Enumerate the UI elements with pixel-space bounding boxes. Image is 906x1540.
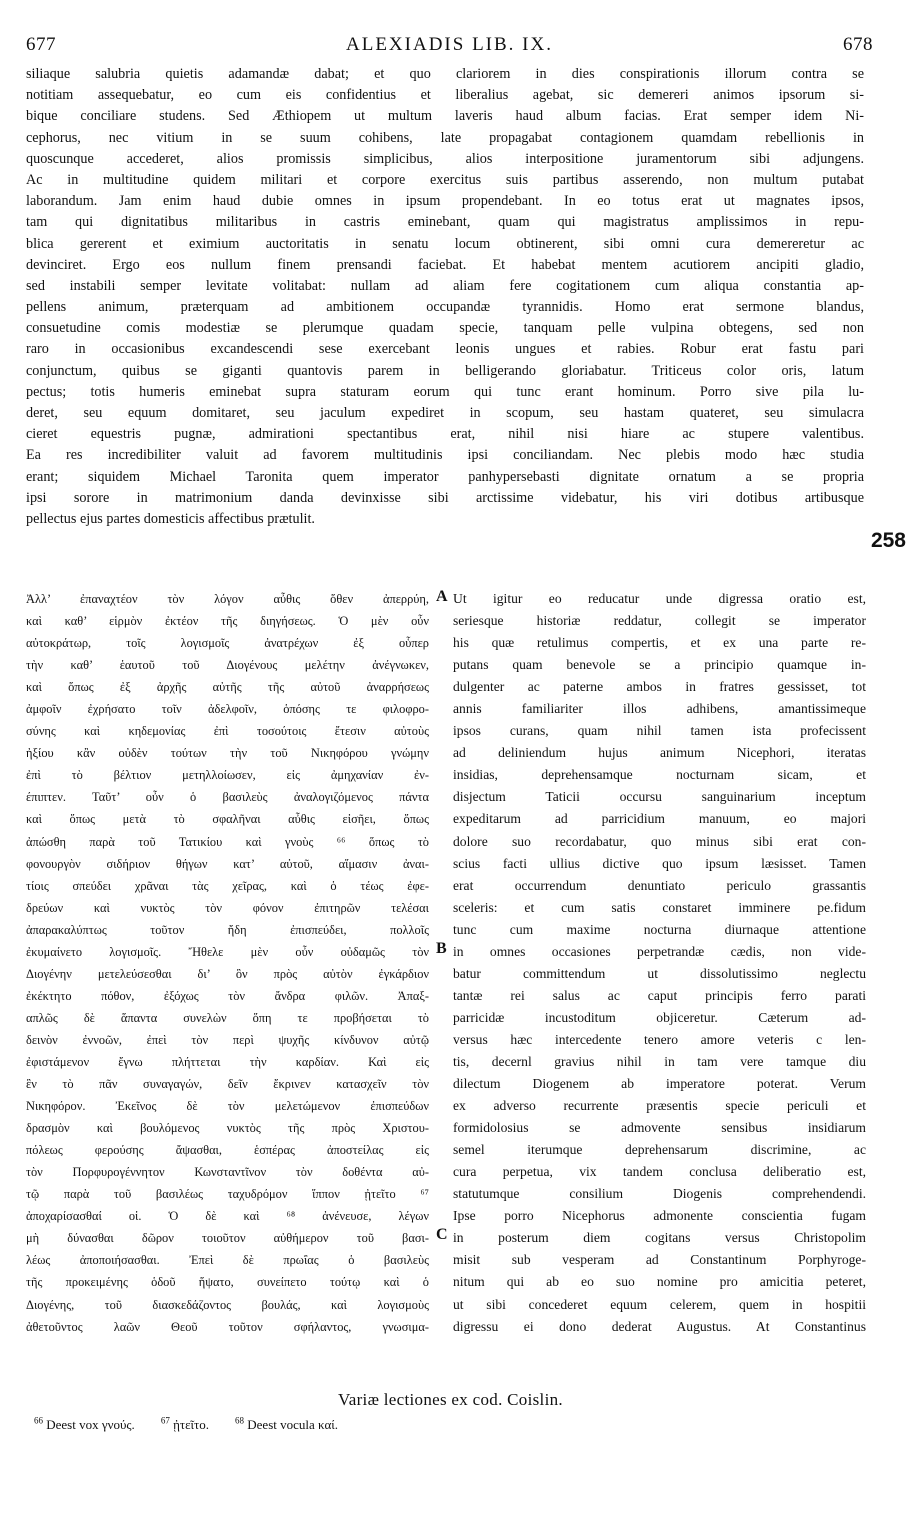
text-line: ipsi sorore in matrimonium danda devinxisse sibi arctissime videbatur, his viri dotibus artibusque [26, 489, 864, 506]
greek-line: ἠξίου κἂν οὐδὲν τούτων τὴν τοῦ Νικηφόρου γνώμην [26, 746, 429, 761]
latin-line: expeditarum ad parricidium manuum, eo majori [453, 811, 866, 827]
text-line: siliaque salubria quietis adamandæ dabat; et quo clariorem in dies conspirationis illorum contra se [26, 66, 864, 82]
latin-line: Ut igitur eo reducatur unde digressa oratio est, [453, 591, 866, 606]
latin-line: tunc cum maxime nocturna diurnaque attentione [453, 921, 866, 937]
footnote-number: 67 [160, 1416, 170, 1426]
running-title: ALEXIADIS LIB. IX. [346, 34, 553, 55]
greek-line: τὸν Πορφυρογέννητον Κωνσταντῖνον τὸν δοθέντα αὐ- [26, 1165, 429, 1180]
greek-line: ἀμφοῖν ἐχρήσατο τοῖν ἀδελφοῖν, ὁπόσης τε φιλοφρο- [26, 702, 429, 717]
latin-line: batur committendum ut dissolutissimo neglectu [453, 965, 866, 981]
greek-line: λέως ἀποποιήσασθαι. Ἐπεὶ δὲ πρωΐας ὁ βασιλεὺς [26, 1253, 429, 1268]
latin-line: ipsos curans, quam nihil tamen ista profecissent [453, 723, 866, 739]
greek-line: σύνης καὶ κηδεμονίας ἐπὶ τοσούτοις ἔτεσιν αὐτοὺς [26, 724, 429, 739]
greek-line: Διογένην μετελεύσεσθαι δι’ ὃν πρὸς αὐτὸν ἐγκάρδιον [26, 966, 429, 981]
latin-translation-column [453, 588, 866, 1338]
footnote-text: ᾐτεῖτο. [173, 1417, 210, 1433]
greek-line: καὶ ὅπως ἐξ ἀρχῆς αὐτῆς τῆς αὐτοῦ ἀναρρήσεως [26, 680, 429, 695]
greek-line: ἐκέκτητο πόθον, ἐξόχως τὸν ἄνδρα φιλῶν. Ἀπαξ- [26, 988, 429, 1003]
latin-line: his quæ retulimus compertis, et ex una parte re- [453, 635, 866, 651]
text-line: pellens animum, præterquam ad ambitionem occupandæ tyrannidis. Homo erat sermone blandus, [26, 299, 864, 316]
text-line: Ea res incredibiliter valuit ad favorem multitudinis ipsi conciliandam. Nec plebis modo hæc studia [26, 447, 864, 464]
text-line: consuetudine comis modestiæ se plerumque quadam specie, tanquam pelle vulpina obtegens, sed non [26, 320, 864, 337]
latin-line: tis, decernl gravius nihil in tam vere tamque diu [453, 1053, 866, 1069]
greek-line: Διογένης, τοῦ διασκεδάζοντος βουλάς, καὶ λογισμοὺς [26, 1297, 429, 1312]
footnotes [34, 1416, 364, 1433]
latin-line: tantæ rei salus ac caput principis ferro parati [453, 987, 866, 1003]
greek-line: ἀποχαρίσασθαί οἱ. Ὁ δὲ καὶ ⁶⁸ ἀνένευσε, λέγων [26, 1209, 429, 1224]
greek-line: ἐπὶ τὸ βέλτιον μετηλλοίωσεν, εἰς ἀμηχανίαν ἐν- [26, 768, 429, 783]
variant-readings-title: Variæ lectiones ex cod. Coislin. [338, 1390, 563, 1409]
latin-line: parricidæ incustoditum objiceretur. Cæterum ad- [453, 1009, 866, 1025]
text-line: pellectus ejus partes domesticis affectibus prætulit. [26, 510, 315, 527]
greek-line: καὶ ὅπως μετὰ τὸ σφαλῆναι αὖθις εἰσῆει, ὅπως [26, 812, 429, 827]
greek-line: Ἀλλ’ ἐπαναχτέον τὸν λόγον αὖθις ὅθεν ἀπερρύη, [26, 592, 429, 606]
text-line: laborandum. Jam enim haud dubie omnes in ipsum propendebant. In eo totus erat ut magnates ipsos, [26, 193, 864, 210]
latin-line: dulgenter ac paterne ambos in fratres gessisset, tot [453, 679, 866, 695]
latin-paragraph [26, 64, 906, 552]
greek-line: φονουργὸν σιδήριον θήγων κατ’ αὐτοῦ, αἵμασιν ἀναι- [26, 856, 429, 871]
running-header [26, 34, 873, 60]
latin-line: Ipse porro Nicephorus admonente conscientia fugam [453, 1208, 866, 1224]
text-line: conjunctum, quibus se giganti quantovis parem in belligerando gloriabatur. Triticeus color oris, latum [26, 362, 864, 379]
footnote [34, 1417, 135, 1432]
latin-line: in omnes occasiones perpetrandæ cædis, non vide- [453, 943, 866, 959]
greek-line: έπιπτεν. Ταῦτ’ οὖν ὁ βασιλεὺς ἀναλογιζόμενος πάντα [26, 790, 429, 805]
two-column-text [26, 588, 866, 1383]
greek-column [26, 588, 429, 1338]
footnote-number: 66 [34, 1416, 43, 1426]
greek-line: ἓν τὸ πᾶν συναγαγών, δεῖν ἔκρινεν κατασχεῖν τὸν [26, 1077, 429, 1092]
latin-line: ex adverso recurrente præsentis specie periculi et [453, 1098, 866, 1114]
text-line: blica gererent et eximium auctoritatis in senatu locum obtinerent, sibi omni cura demereretur ac [26, 235, 864, 252]
text-line: cephorus, nec vitium in se suum cohibens, late propagabat contagionem quamdam rebellionis in [26, 129, 864, 146]
latin-line: disjectum Taticii occursu sanguinarium inceptum [453, 789, 866, 805]
text-line: deret, seu equum domitaret, seu jaculum expediret in scopum, seu hastam quateret, seu simulacra [26, 405, 864, 421]
latin-line: misit sub vesperam ad Constantinum Porphyroge- [453, 1252, 866, 1268]
column-marker-b: B [436, 940, 447, 957]
greek-line: ἐφιστάμενον ἔγνω πλήττεται τὴν καρδίαν. Καὶ εἰς [26, 1054, 429, 1069]
footnote-text: Deest vox γνούς. [46, 1417, 135, 1433]
latin-line: ad deliniendum hujus animum Nicephori, iteratas [453, 745, 866, 761]
latin-line: insidias, deprehensamque nocturnam sicam, et [453, 767, 866, 783]
footnote-number: 68 [235, 1416, 245, 1426]
text-line: notitiam assequebatur, eo cum eis confidentius et liberalius agebat, sic demereri animos ipsorum si- [26, 87, 864, 104]
page-number-left: 677 [26, 34, 56, 55]
latin-line: versus hæc intercedente tenero amore veteris c len- [453, 1031, 866, 1047]
greek-line: ἀθετοῦντος λαῶν Θεοῦ τοῦτον σφήλαντος, γνωσιμα- [26, 1319, 429, 1334]
greek-line: ἀπώσθη παρὰ τοῦ Τατικίου καὶ γνοὺς ⁶⁶ ὅπως τὸ [26, 834, 429, 849]
footnote [161, 1417, 209, 1432]
latin-line: scius facti ullius dictive quo ipsum læsisset. Tamen [453, 855, 866, 871]
latin-line: annis familiariter illos adhibens, amantissimeque [453, 701, 866, 717]
greek-line: δρασμὸν καὶ βουλόμενος νυκτὸς τῆς πρὸς Χριστου- [26, 1121, 429, 1136]
latin-line: sceleris: et cum satis constaret imminere pe.fidum [453, 899, 866, 915]
footnote-text: Deest vocula καί. [247, 1417, 339, 1433]
text-line: raro in occasionibus excandescendi sese exercebant leonis ungues et rabies. Robur erat fastu pari [26, 341, 864, 358]
footnote [235, 1417, 338, 1432]
column-marker-a: A [436, 588, 448, 605]
latin-line: putans quam benevole se a principio quamque in- [453, 657, 866, 673]
greek-line: μὴ δύνασθαι δῶρον τοιοῦτον αὐθήμερον τοῦ βασι- [26, 1231, 429, 1246]
latin-line: digressu ei dono dederat Augustus. At Constantinus [453, 1318, 866, 1334]
greek-line: καὶ καθ’ εἱρμὸν ἐκτέον τῆς διηγήσεως. Ὁ μὲν οὖν [26, 614, 429, 629]
greek-line: απλῶς δὲ ἅπαντα συνελὼν ὅπη τε προβήσεται τὸ [26, 1010, 429, 1025]
greek-line: πόλεως φερούσης ἄψασθαι, ἑσπέρας ἀποστείλας εἰς [26, 1143, 429, 1158]
page-number-right: 678 [843, 34, 873, 55]
latin-line: semel iterumque deprehensarum discrimine, ac [453, 1142, 866, 1158]
latin-line: nitum qui ab eo suo nomine pro amicitia peteret, [453, 1274, 866, 1290]
text-line: quoscunque accederet, alios promissis simplicibus, alios interpositione juramentorum sibi adjungens. [26, 150, 864, 167]
latin-line: erat occurrendum denuntiato periculo grassantis [453, 877, 866, 893]
greek-line: Νικηφόρον. Ἐκεῖνος δὲ τὸν μελετώμενον ἐπισπεύδων [26, 1099, 429, 1114]
column-marker-c: C [436, 1226, 448, 1243]
greek-line: ἀπαρακαλύπτως τοῦτον ἤδη ἐπισπεύδει, πολλοῖς [26, 922, 429, 937]
latin-line: statutumque consilium Diogenis comprehendendi. [453, 1186, 866, 1202]
latin-line: cura perpetua, vix tandem conclusa deliberatio est, [453, 1164, 866, 1180]
greek-line: αὐτοκράτωρ, τοῖς λογισμοῖς ἀνατρέχων ἐξ οὗπερ [26, 636, 429, 651]
greek-line: τῆς προκειμένης ὁδοῦ ἥψατο, συνείπετο τούτῳ καὶ ὁ [26, 1275, 429, 1290]
greek-line: δεινὸν ἐννοῶν, ἐπεὶ τὸν περὶ ψυχῆς κίνδυνον αὐτῷ [26, 1032, 429, 1047]
latin-line: formidolosius se admovente sensibus insidiarum [453, 1120, 866, 1136]
margin-section-number: 258 [870, 529, 906, 552]
latin-line: dolore suo recordabatur, quo minus sibi erat con- [453, 833, 866, 849]
text-line: tam qui dignitatibus militaribus in castris eminebant, quam qui magistratus amplissimos in repu- [26, 214, 864, 231]
text-line: sed instabili semper levitate volitabat: nullam ad aliam fere cogitationem cum aliqua constantia ap- [26, 277, 864, 294]
latin-line: seriesque historiæ reddatur, collegit se imperator [453, 613, 866, 629]
greek-line: τίοις σπεύδει χρᾶναι τὰς χεῖρας, καὶ ὁ τέως ἐφε- [26, 878, 429, 893]
text-line: Ac in multitudine quidem militari et corpore exercitus suis partibus asserendo, non multum putabat [26, 171, 864, 188]
text-line: erant; siquidem Michael Taronita quem imperator panhypersebasti dignitate ornatum a se propria [26, 468, 864, 485]
greek-line: τὴν καθ’ ἑαυτοῦ τοῦ Διογένους μελέτην ἀνέγνωκεν, [26, 658, 429, 673]
greek-line: ἐκυμαίνετο λογισμοῖς. Ἤθελε μὲν οὖν οὐδαμῶς τὸν [26, 944, 429, 959]
text-line: pectus; totis humeris eminebat supra staturam eorum qui tunc erant hominum. Porro sive pila lu- [26, 383, 864, 400]
greek-line: τῷ παρὰ τοῦ βασιλέως ταχυδρόμον ἵππον ᾐτεῖτο ⁶⁷ [26, 1187, 429, 1202]
latin-line: dilectum Diogenem ab imperatore poterat. Verum [453, 1076, 866, 1092]
text-line: cieret equestris pugnæ, admirationi spectantibus erat, nihil nisi hiare ac stupere valentibus. [26, 426, 864, 443]
latin-line: in posterum diem cogitans versus Christopolim [453, 1230, 866, 1246]
latin-line: ut sibi concederet equum celerem, quem in hospitii [453, 1296, 866, 1312]
text-line: devinciret. Ergo eos nullum finem prensandi faciebat. Et habebat mentem acutiorem ancipiti gladio, [26, 256, 864, 273]
greek-line: δρεύων καὶ νυκτὸς τὸν φόνον ἐπιτηρῶν τελέσαι [26, 900, 429, 915]
text-line: bique conciliare studens. Sed Æthiopem ut multum laveris haud album facias. Erat semper idem Ni- [26, 108, 864, 125]
